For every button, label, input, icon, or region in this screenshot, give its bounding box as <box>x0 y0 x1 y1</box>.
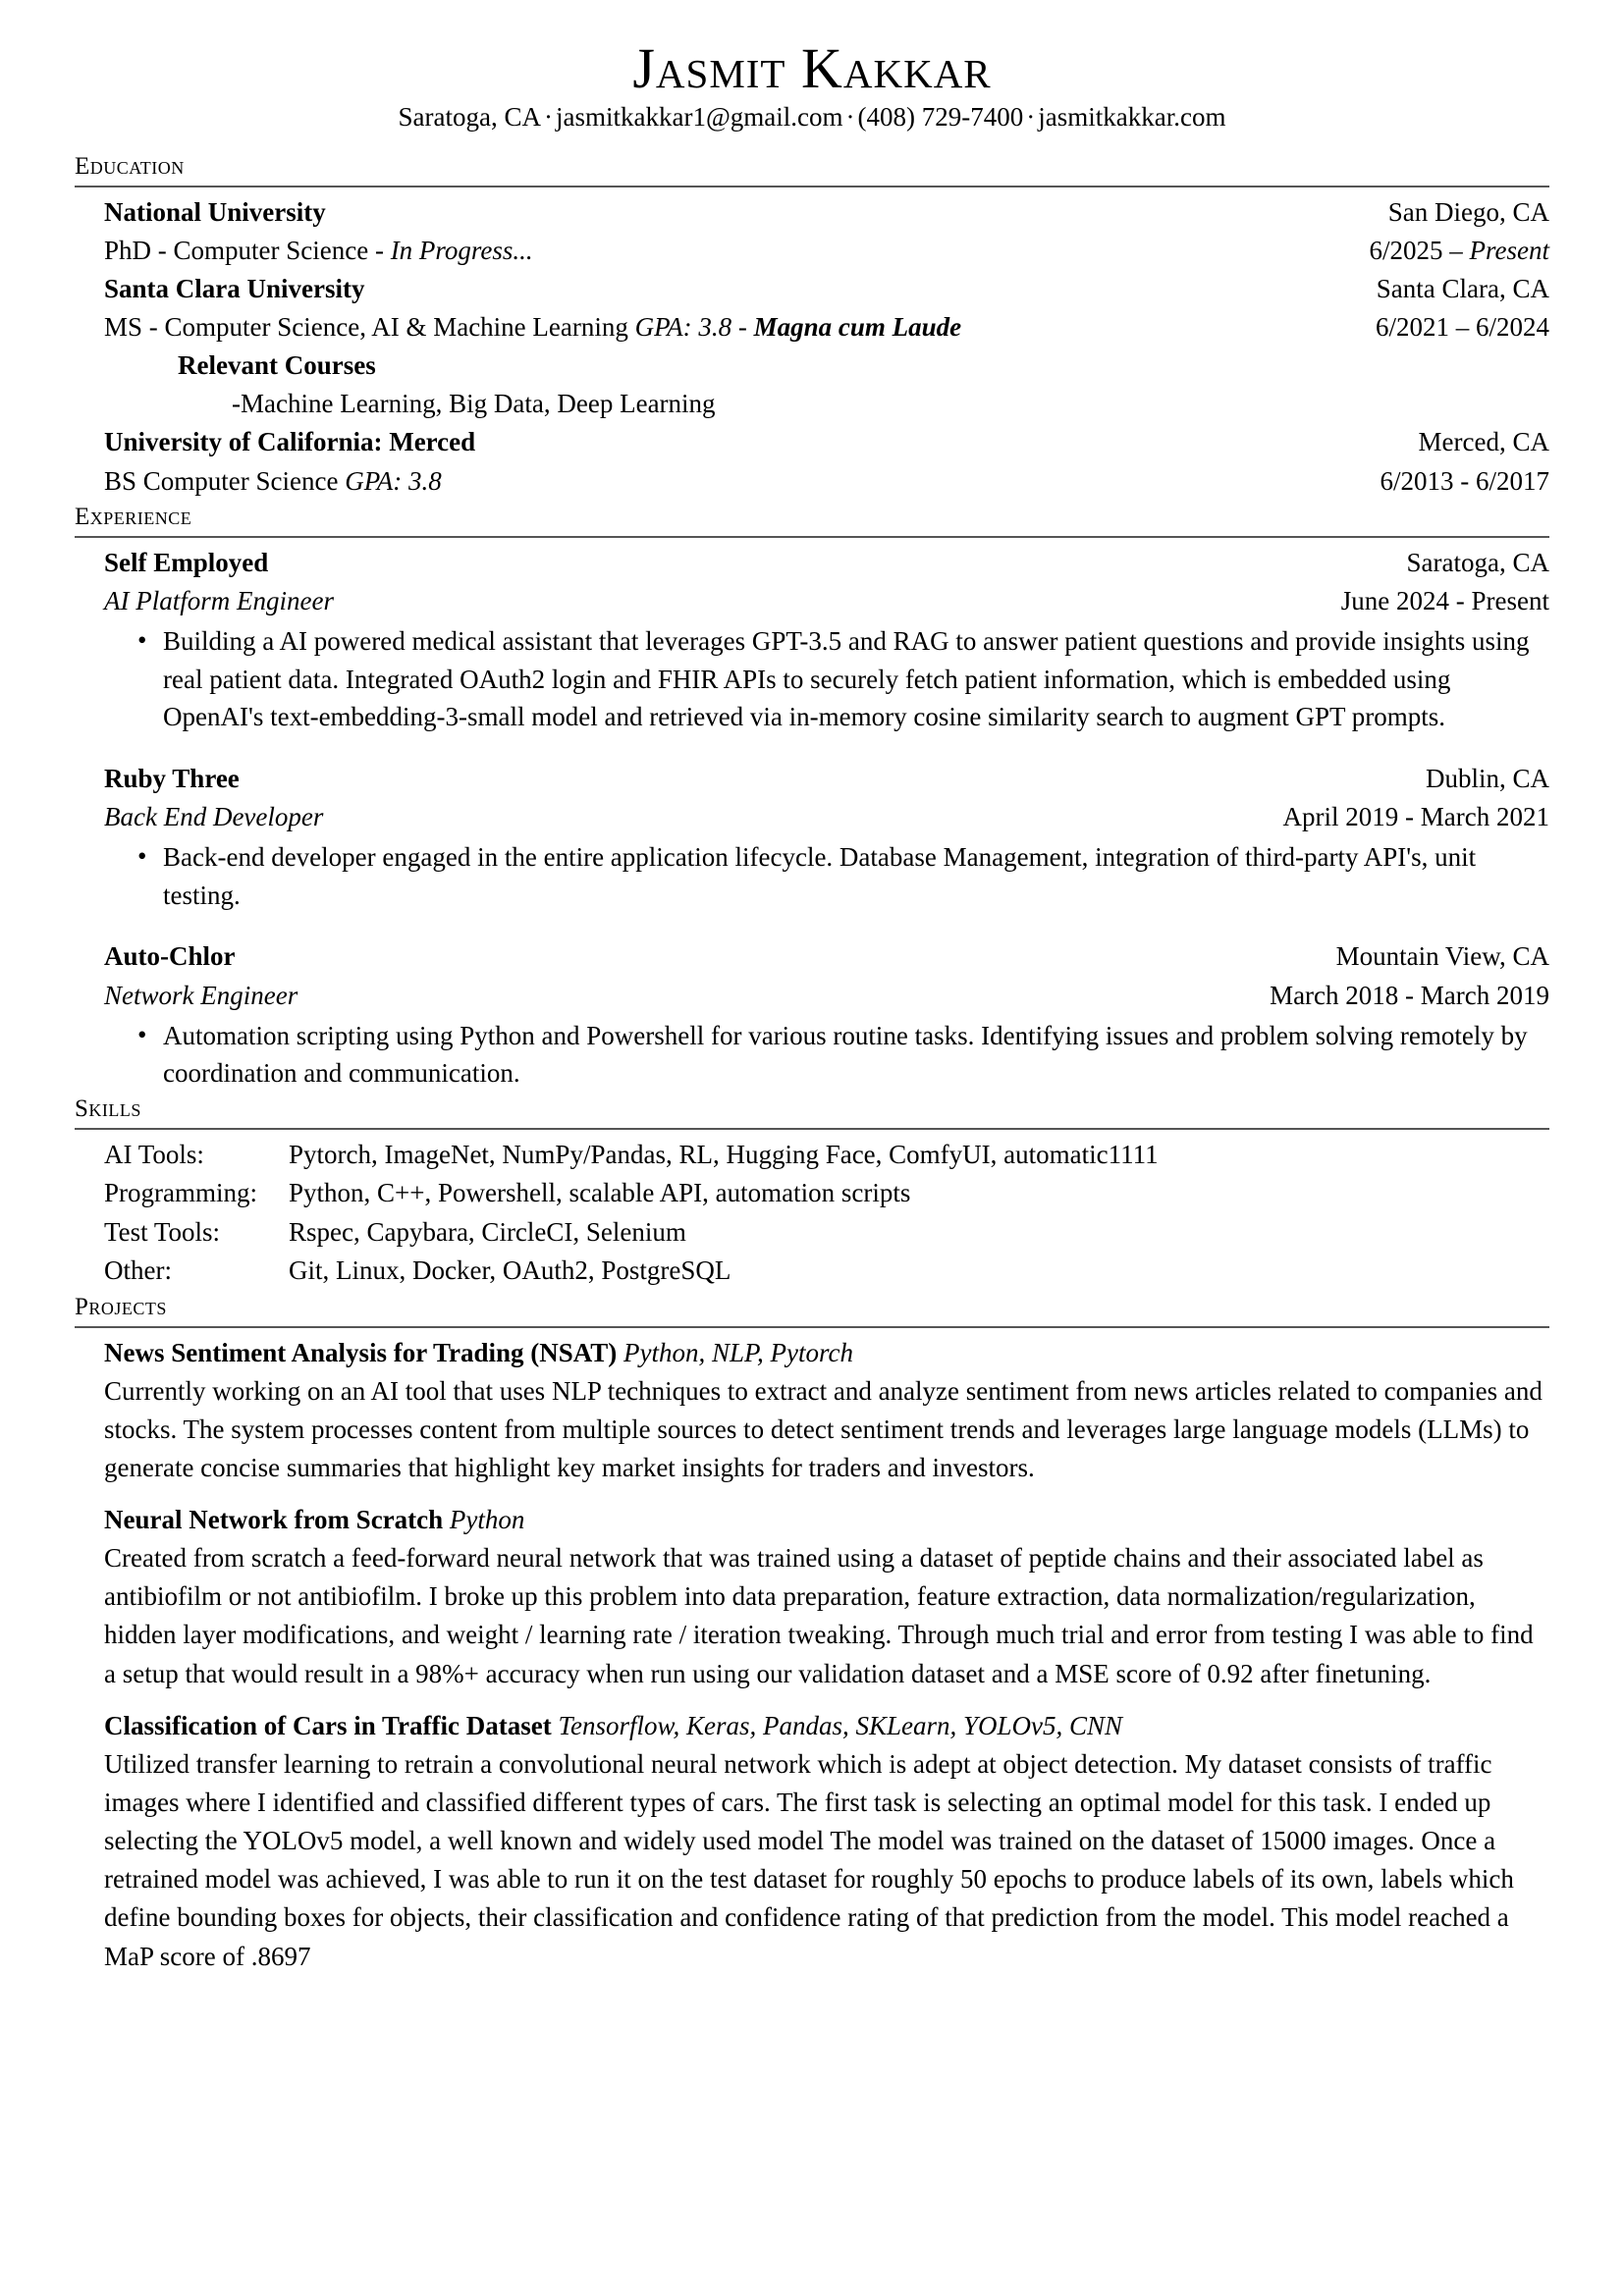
education-school: National University <box>104 196 326 227</box>
section-education <box>75 152 1549 501</box>
section-rule-skills <box>75 1128 1549 1130</box>
experience-entry-detail <box>104 798 1549 836</box>
project-header <box>104 1334 1549 1372</box>
section-skills <box>75 1095 1549 1291</box>
project-entry <box>75 1707 1549 1976</box>
experience-company: Ruby Three <box>104 763 240 793</box>
skill-value: Git, Linux, Docker, OAuth2, PostgreSQL <box>289 1255 731 1286</box>
education-degree-separator: - <box>731 312 754 343</box>
entry-spacer <box>75 738 1549 760</box>
project-name: News Sentiment Analysis for Trading (NSAT) <box>104 1337 618 1367</box>
education-school: University of California: Merced <box>104 427 476 457</box>
education-entry-detail <box>104 308 1549 347</box>
education-gpa: GPA: 3.8 <box>345 465 442 496</box>
section-projects <box>75 1293 1549 1976</box>
experience-location: Saratoga, CA <box>1406 547 1549 577</box>
contact-line <box>75 101 1549 134</box>
entry-spacer <box>75 916 1549 937</box>
experience-entry <box>75 937 1549 1014</box>
education-entry <box>75 423 1549 500</box>
experience-entry <box>75 760 1549 836</box>
contact-separator-1: · <box>543 101 553 132</box>
contact-separator-3: · <box>1026 101 1036 132</box>
education-degree <box>104 308 961 347</box>
resume-header <box>75 36 1549 134</box>
contact-location: Saratoga, CA <box>398 101 541 132</box>
skill-label: Programming: <box>104 1178 257 1208</box>
skill-row <box>104 1136 1549 1174</box>
experience-bullet: • Automation scripting using Python and Powershell for various routine tasks. Identifying issues and problem solving remotely by coordination and communication. <box>137 1017 1549 1093</box>
experience-dates: April 2019 - March 2021 <box>1282 802 1549 832</box>
relevant-courses-list: -Machine Learning, Big Data, Deep Learning <box>232 389 716 419</box>
education-location: San Diego, CA <box>1387 196 1549 227</box>
education-entry-header <box>104 193 1549 232</box>
skill-row <box>104 1174 1549 1212</box>
experience-bullet: • Back-end developer engaged in the entire application lifecycle. Database Management, integration of third-party API's, unit testing. <box>137 838 1549 914</box>
skill-row <box>104 1213 1549 1252</box>
experience-dates: March 2018 - March 2019 <box>1270 980 1549 1010</box>
project-name: Classification of Cars in Traffic Dataset <box>104 1710 552 1740</box>
skill-label: Test Tools: <box>104 1216 220 1247</box>
contact-separator-2: · <box>845 101 855 132</box>
education-entry-detail <box>104 232 1549 270</box>
education-location: Santa Clara, CA <box>1376 273 1549 303</box>
project-stack: Python <box>449 1505 525 1535</box>
project-stack: Python, NLP, Pytorch <box>623 1337 854 1367</box>
section-title-education: Education <box>75 152 185 180</box>
contact-email[interactable]: jasmitkakkar1@gmail.com <box>555 101 843 132</box>
education-degree <box>104 462 442 501</box>
education-dates <box>1350 232 1550 270</box>
education-degree-text: PhD - Computer Science - <box>104 235 391 265</box>
education-degree-text: BS Computer Science <box>104 465 346 496</box>
project-description: Utilized transfer learning to retrain a convolutional neural network which is adept at object detection. My dataset consists of traffic images where I identified and classified different types of cars. The first task is selecting an optimal model for this task. I ended up selecting the YOLOv5 model, a well known and widely used model The model was trained on the dataset of 15000 images. Once a retrained model was achieved, I was able to run it on the test dataset for roughly 50 epochs to produce labels of its own, labels which define bounding boxes for objects, their classification and confidence rating of that prediction from the model. This model reached a MaP score of .8697 <box>104 1748 1514 1971</box>
contact-phone[interactable]: (408) 729-7400 <box>857 101 1024 132</box>
experience-title: Network Engineer <box>104 980 298 1010</box>
education-location: Merced, CA <box>1418 427 1549 457</box>
education-entry <box>75 270 1549 347</box>
experience-bullet-list <box>75 1017 1549 1093</box>
skill-row <box>104 1252 1549 1290</box>
project-header <box>104 1707 1549 1745</box>
section-experience <box>75 503 1549 1093</box>
education-degree-text: MS - Computer Science, AI & Machine Learning <box>104 312 635 343</box>
experience-entry-header <box>104 544 1549 582</box>
skill-label: Other: <box>104 1255 172 1286</box>
education-dates-end: Present <box>1469 235 1549 265</box>
project-stack: Tensorflow, Keras, Pandas, SKLearn, YOLOv5, CNN <box>558 1710 1123 1740</box>
education-entry <box>75 193 1549 270</box>
section-title-skills: Skills <box>75 1095 141 1122</box>
experience-company: Auto-Chlor <box>104 941 236 972</box>
skill-label: AI Tools: <box>104 1139 204 1169</box>
section-rule-education <box>75 186 1549 187</box>
experience-bullet-list <box>75 838 1549 914</box>
contact-website[interactable]: jasmitkakkar.com <box>1038 101 1226 132</box>
skill-value: Python, C++, Powershell, scalable API, automation scripts <box>289 1178 911 1208</box>
section-title-projects: Projects <box>75 1293 167 1320</box>
project-name: Neural Network from Scratch <box>104 1505 444 1535</box>
experience-entry-header <box>104 760 1549 798</box>
education-degree-status: In Progress... <box>390 235 533 265</box>
experience-bullet-list <box>75 622 1549 736</box>
experience-entry <box>75 544 1549 620</box>
project-description: Created from scratch a feed-forward neural network that was trained using a dataset of peptide chains and their associated label as antibiofilm or not antibiofilm. I broke up this problem into data preparation, feature extraction, data normalization/regularization, hidden layer modifications, and weight / learning rate / iteration tweaking. Through much trial and error from testing I was able to find a setup that would result in a 98%+ accuracy when run using our validation dataset and a MSE score of 0.92 after finetuning. <box>104 1543 1534 1688</box>
education-school: Santa Clara University <box>104 273 365 303</box>
skill-value: Rspec, Capybara, CircleCI, Selenium <box>289 1216 686 1247</box>
project-header <box>104 1501 1549 1539</box>
education-entry-header <box>104 423 1549 461</box>
experience-entry-header <box>104 937 1549 976</box>
experience-dates: June 2024 - Present <box>1340 585 1549 615</box>
experience-bullet: • Building a AI powered medical assistant that leverages GPT-3.5 and RAG to answer patient questions and provide insights using real patient data. Integrated OAuth2 login and FHIR APIs to securely fetch patient information, which is embedded using OpenAI's text-embedding-3-small model and retrieved via in-memory cosine similarity search to augment GPT prompts. <box>137 622 1549 736</box>
section-rule-projects <box>75 1326 1549 1328</box>
project-entry <box>75 1334 1549 1488</box>
education-degree <box>104 232 533 270</box>
skills-table <box>75 1136 1549 1291</box>
candidate-name: Jasmit Kakkar <box>632 36 992 100</box>
project-description: Currently working on an AI tool that uses NLP techniques to extract and analyze sentiment from news articles related to companies and stocks. The system processes content from multiple sources to detect sentiment trends and leverages large language models (LLMs) to generate concise summaries that highlight key market insights for traders and investors. <box>104 1375 1543 1482</box>
education-honors: Magna cum Laude <box>753 312 962 343</box>
education-entry-detail <box>104 462 1549 501</box>
education-entry-header <box>104 270 1549 308</box>
section-rule-experience <box>75 536 1549 538</box>
relevant-courses-heading: Relevant Courses <box>178 350 376 381</box>
experience-location: Mountain View, CA <box>1335 941 1549 972</box>
education-dates-start: 6/2025 – <box>1369 235 1470 265</box>
experience-company: Self Employed <box>104 547 269 577</box>
experience-location: Dublin, CA <box>1425 763 1549 793</box>
experience-title: Back End Developer <box>104 802 324 832</box>
skill-value: Pytorch, ImageNet, NumPy/Pandas, RL, Hugging Face, ComfyUI, automatic1111 <box>289 1139 1159 1169</box>
education-gpa: GPA: 3.8 <box>634 312 732 343</box>
section-title-experience: Experience <box>75 503 192 530</box>
education-dates: 6/2013 - 6/2017 <box>1380 465 1549 496</box>
experience-entry-detail <box>104 977 1549 1015</box>
project-entry <box>75 1501 1549 1693</box>
education-dates: 6/2021 – 6/2024 <box>1375 312 1549 343</box>
experience-entry-detail <box>104 582 1549 620</box>
experience-title: AI Platform Engineer <box>104 585 334 615</box>
